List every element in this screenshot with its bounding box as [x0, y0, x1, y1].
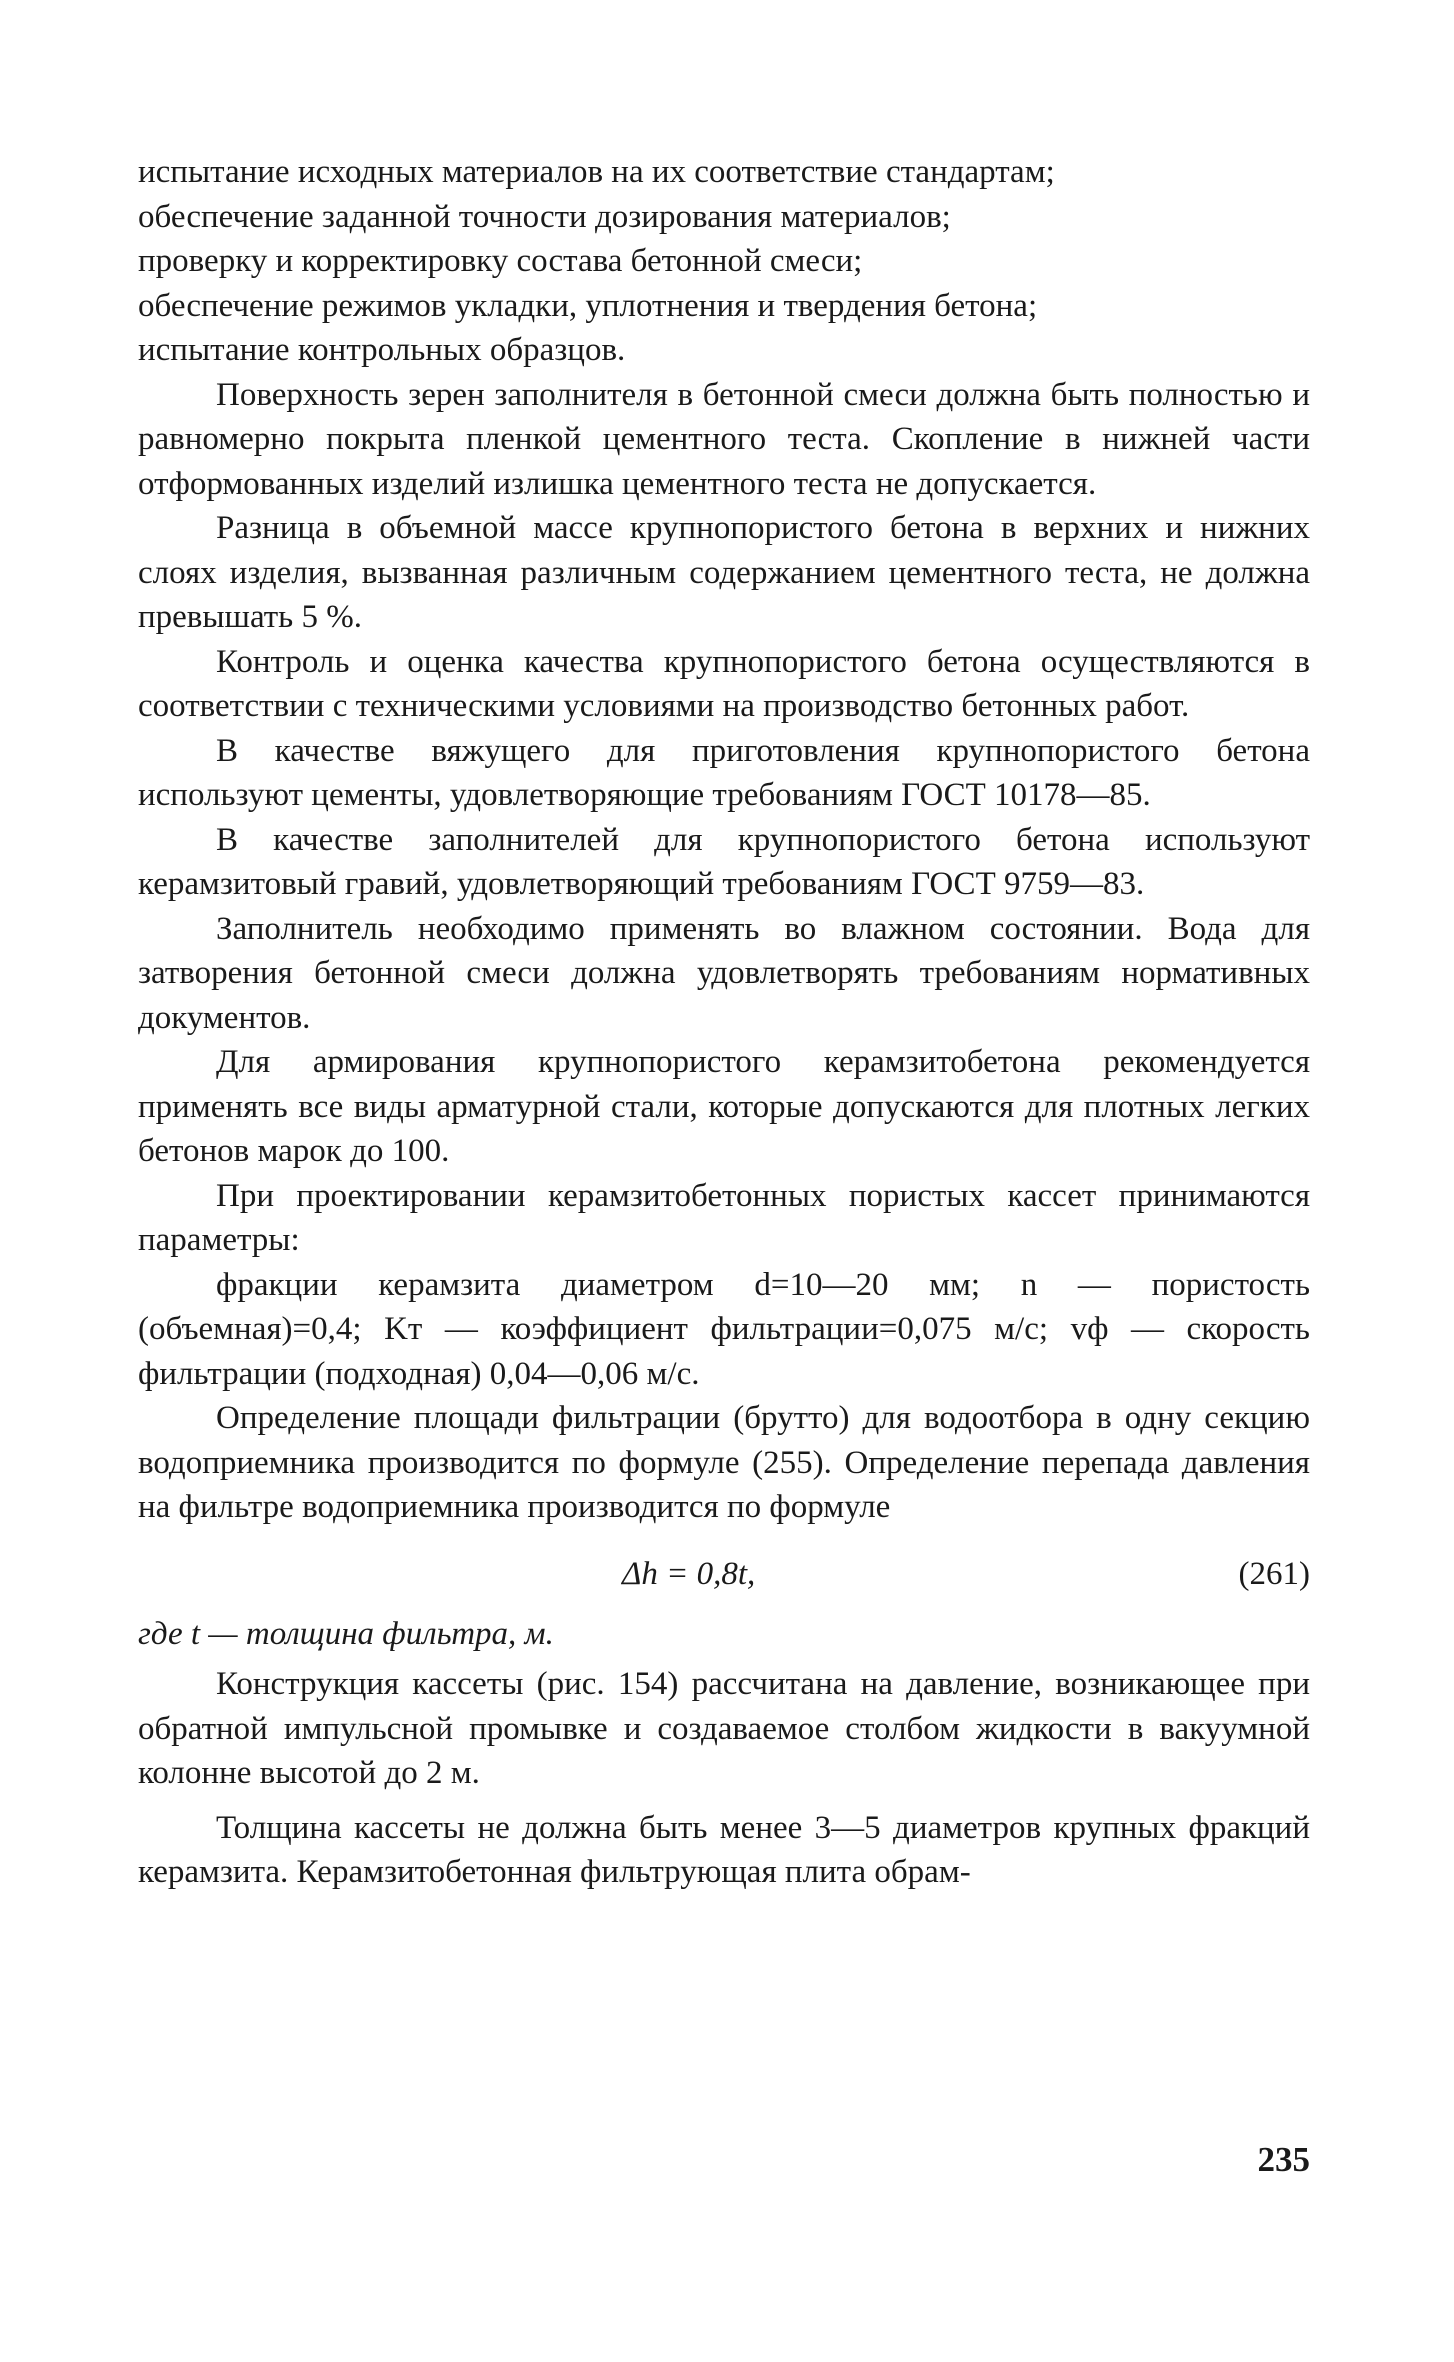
paragraph: Контроль и оценка качества крупнопористого бетона осуществляются в соответствии с техническими условиями на производство бетонных работ. [138, 643, 1310, 724]
paragraph: В качестве вяжущего для приготовления крупнопористого бетона используют цементы, удовлетворяющие требованиям ГОСТ 10178—85. [138, 732, 1310, 813]
list-item: испытание исходных материалов на их соответствие стандартам; [138, 154, 1055, 190]
paragraph: Определение площади фильтрации (брутто) для водоотбора в одну секцию водоприемника производится по формуле (255). Определение перепада давления на фильтре водоприемника производится по формуле [138, 1400, 1310, 1525]
page-body [138, 150, 1310, 1895]
formula-explanation: где t — толщина фильтра, м. [138, 1615, 554, 1652]
equation-number: (261) [1238, 1555, 1310, 1592]
list-item: обеспечение режимов укладки, уплотнения и твердения бетона; [138, 287, 1038, 324]
formula-row [138, 1544, 1310, 1604]
paragraph: Заполнитель необходимо применять во влажном состоянии. Вода для затворения бетонной смеси должна удовлетворять требованиям нормативных документов. [138, 910, 1310, 1036]
page-number: 235 [1257, 2140, 1310, 2179]
paragraph: Поверхность зерен заполнителя в бетонной смеси должна быть полностью и равномерно покрыта пленкой цементного теста. Скопление в нижней части отформованных изделий излишка цементного теста не допускается. [138, 376, 1310, 502]
list-item: обеспечение заданной точности дозирования материалов; [138, 198, 951, 235]
paragraph: Для армирования крупнопористого керамзитобетона рекомендуется применять все виды арматурной стали, которые допускаются для плотных легких бетонов марок до 100. [138, 1044, 1310, 1169]
list-item: испытание контрольных образцов. [138, 332, 626, 368]
paragraph: При проектировании керамзитобетонных пористых кассет принимаются параметры: [138, 1177, 1310, 1258]
formula: Δh = 0,8t, [622, 1555, 756, 1592]
parameters-paragraph: фракции керамзита диаметром d=10—20 мм; n — пористость (объемная)=0,4; Kт — коэффициент фильтрации=0,075 м/с; vф — скорость фильтрации (подходная) 0,04—0,06 м/с. [138, 1266, 1310, 1392]
paragraph: Конструкция кассеты (рис. 154) рассчитана на давление, возникающее при обратной импульсной промывке и создаваемое столбом жидкости в вакуумной колонне высотой до 2 м. [138, 1666, 1310, 1791]
paragraph: В качестве заполнителей для крупнопористого бетона используют керамзитовый гравий, удовлетворяющий требованиям ГОСТ 9759—83. [138, 821, 1310, 902]
list-item: проверку и корректировку состава бетонной смеси; [138, 243, 863, 279]
paragraph: Разница в объемной массе крупнопористого бетона в верхних и нижних слоях изделия, вызванная различным содержанием цементного теста, не должна превышать 5 %. [138, 510, 1310, 635]
paragraph: Толщина кассеты не должна быть менее 3—5 диаметров крупных фракций керамзита. Керамзитобетонная фильтрующая плита обрам- [138, 1809, 1310, 1890]
